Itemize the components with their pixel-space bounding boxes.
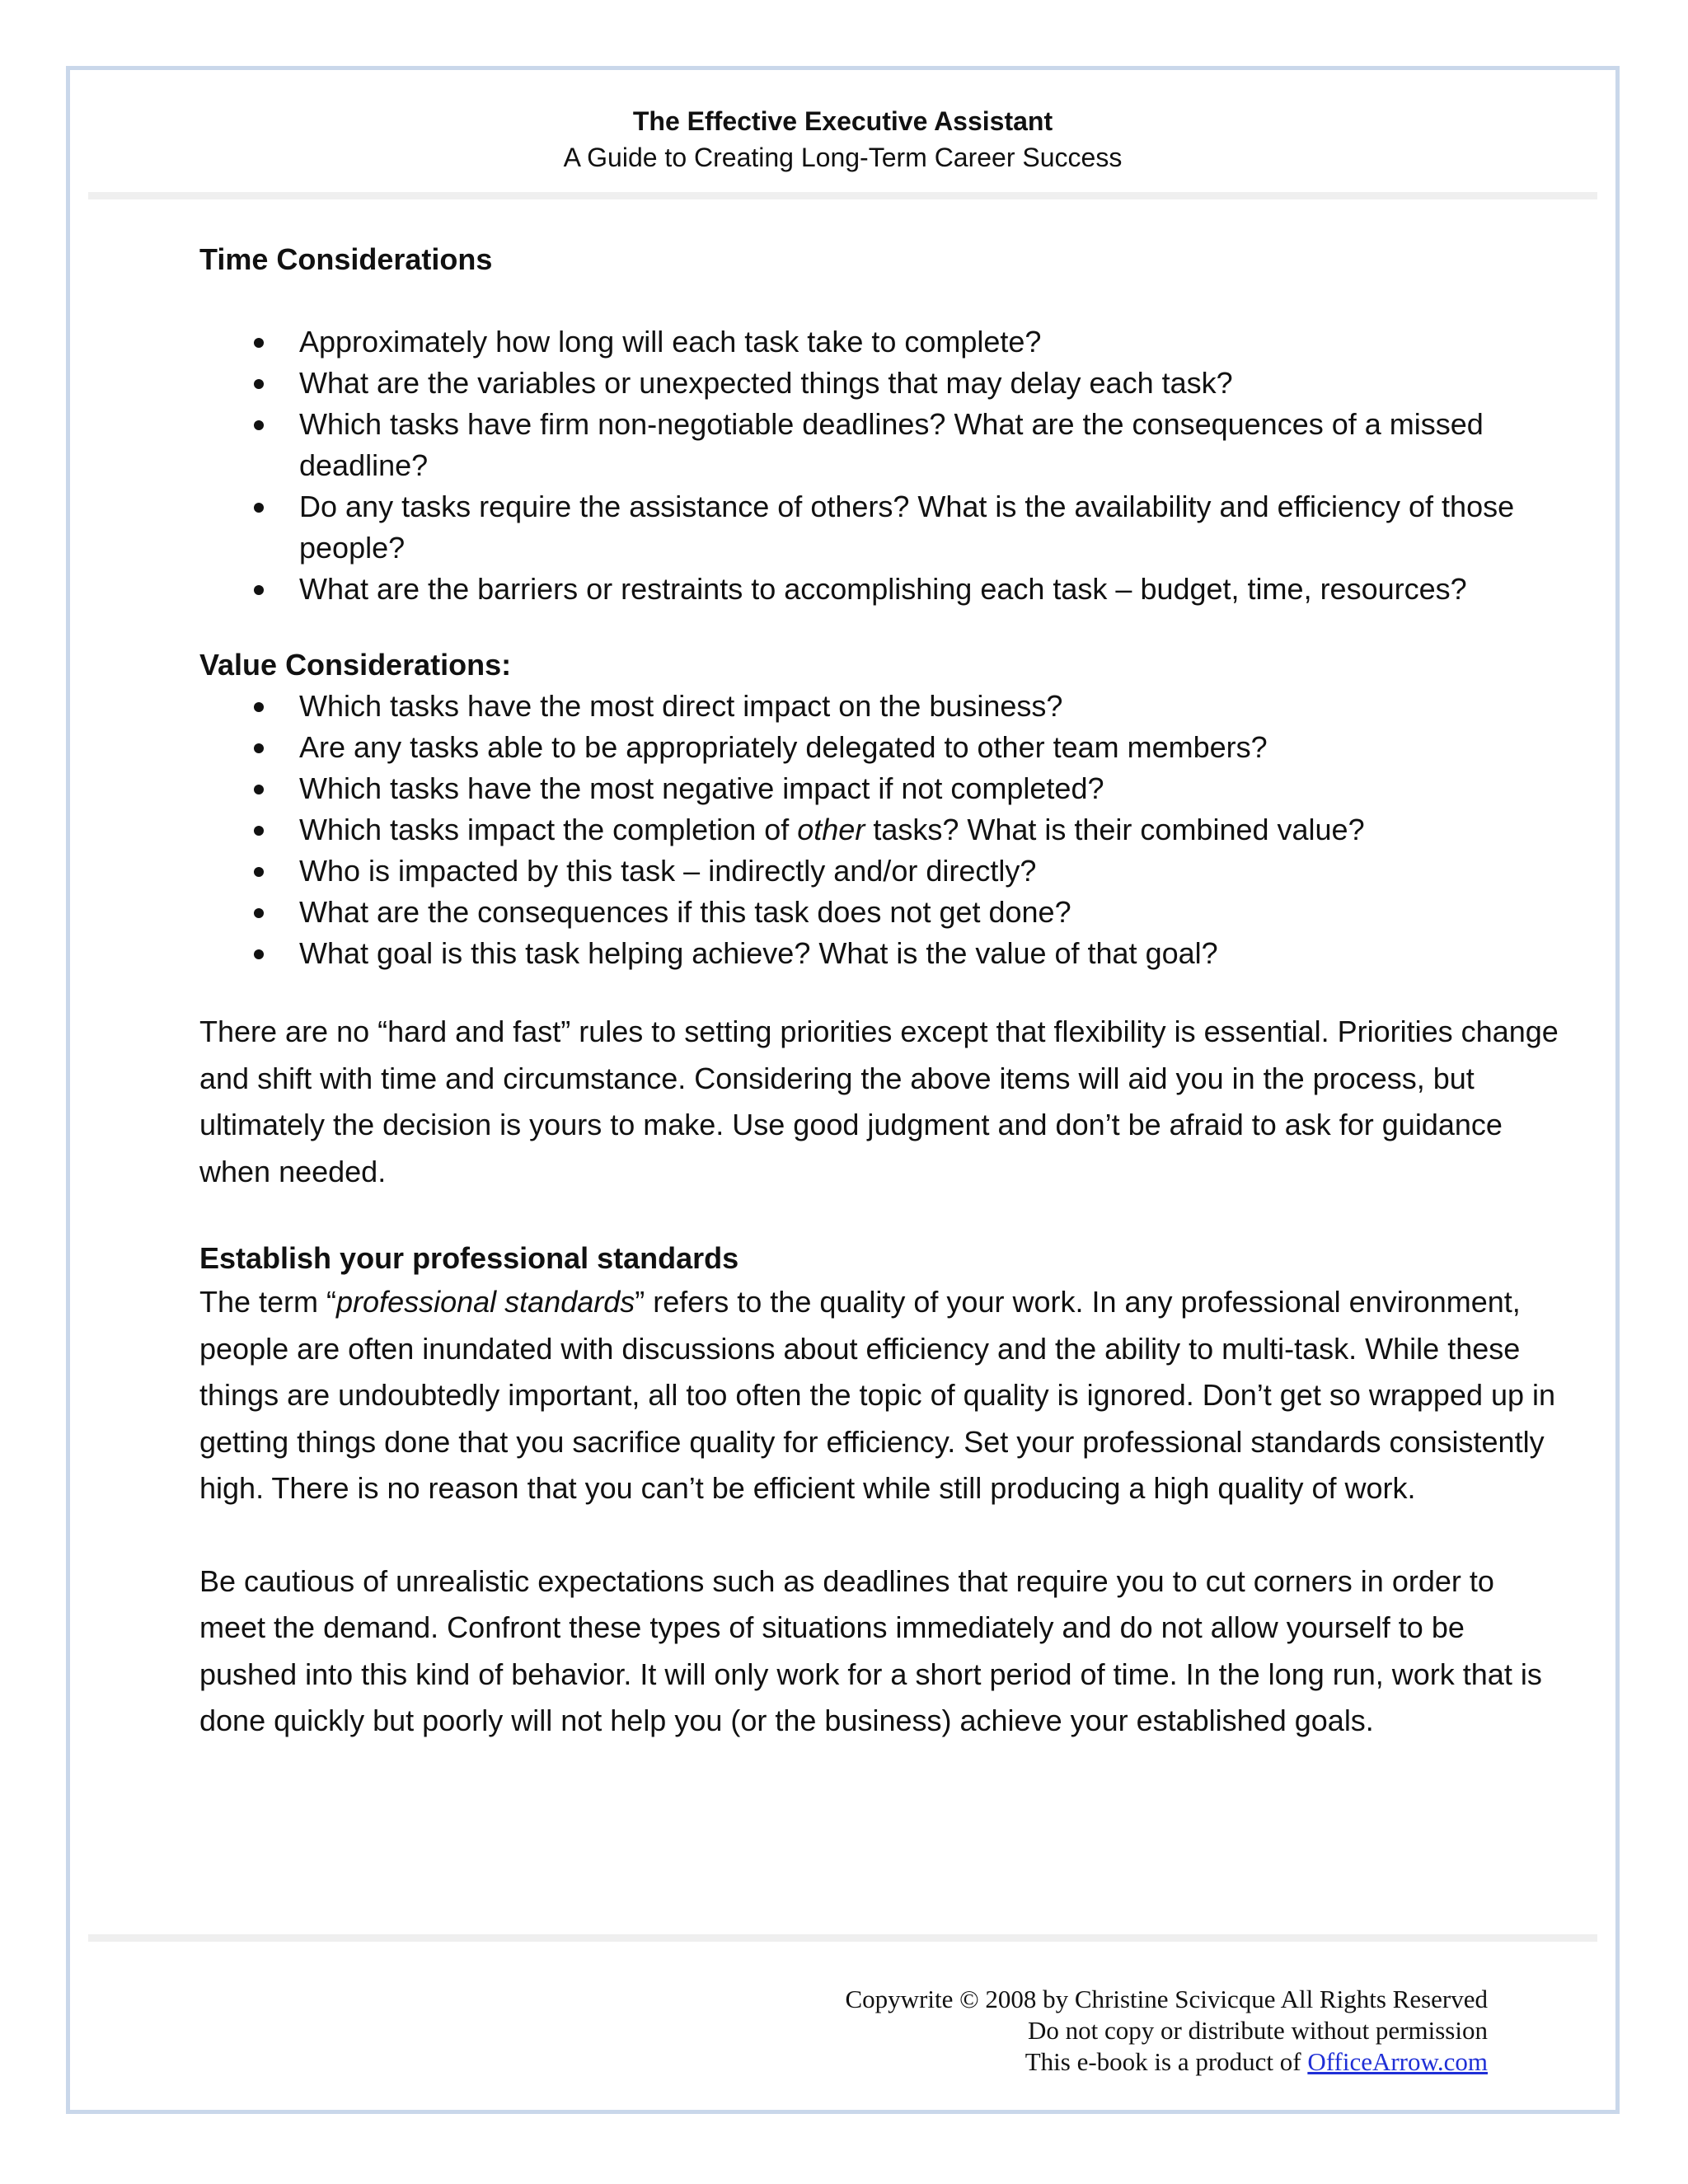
bullet-icon xyxy=(254,379,264,389)
list-item: Approximately how long will each task take to complete? xyxy=(199,321,1568,363)
list-item: What are the barriers or restraints to accomplishing each task – budget, time, resources? xyxy=(199,569,1568,610)
product-line: This e-book is a product of OfficeArrow.com xyxy=(1025,2047,1488,2076)
time-considerations-heading: Time Considerations xyxy=(199,242,493,276)
header-divider xyxy=(88,192,1597,199)
list-item: Which tasks have the most direct impact on the business? xyxy=(199,686,1568,727)
time-considerations-list xyxy=(199,321,1568,610)
list-item: Who is impacted by this task – indirectly and/or directly? xyxy=(199,851,1568,892)
value-considerations-list xyxy=(199,686,1568,974)
value-considerations-heading: Value Considerations: xyxy=(199,648,512,682)
list-item: What goal is this task helping achieve? What is the value of that goal? xyxy=(199,933,1568,974)
emphasis-other: other xyxy=(797,813,865,846)
bullet-icon xyxy=(254,585,264,595)
bullet-icon xyxy=(254,338,264,348)
list-item: What are the variables or unexpected things that may delay each task? xyxy=(199,363,1568,404)
list-item: Which tasks impact the completion of other tasks? What is their combined value? xyxy=(199,809,1568,851)
bullet-icon xyxy=(254,826,264,836)
officearrow-link[interactable]: OfficeArrow.com xyxy=(1307,2047,1488,2076)
permission-notice: Do not copy or distribute without permission xyxy=(1028,2016,1488,2045)
bullet-icon xyxy=(254,420,264,430)
page-frame xyxy=(66,66,1620,2114)
priorities-paragraph: There are no “hard and fast” rules to setting priorities except that flexibility is essential. Priorities change and shift with time and circumstance. Considering the above items will aid you in the process, but ultimately the decision is yours to make. Use good judgment and don’t be afraid to ask for guidance when needed. xyxy=(199,1015,1559,1188)
bullet-icon xyxy=(254,949,264,959)
list-item: What are the consequences if this task does not get done? xyxy=(199,892,1568,933)
copyright-line: Copywrite © 2008 by Christine Scivicque All Rights Reserved xyxy=(845,1985,1488,2013)
bullet-icon xyxy=(254,503,264,513)
list-item: Do any tasks require the assistance of others? What is the availability and efficiency of those people? xyxy=(199,486,1568,569)
bullet-icon xyxy=(254,867,264,877)
list-item: Are any tasks able to be appropriately delegated to other team members? xyxy=(199,727,1568,768)
list-item: Which tasks have firm non-negotiable deadlines? What are the consequences of a missed deadline? xyxy=(199,404,1568,486)
emphasis-professional-standards: professional standards xyxy=(336,1285,635,1319)
book-title: The Effective Executive Assistant xyxy=(632,106,1053,136)
page-content xyxy=(199,239,1568,1745)
bullet-icon xyxy=(254,743,264,753)
document-footer xyxy=(845,1984,1488,2078)
bullet-icon xyxy=(254,908,264,918)
professional-standards-paragraph: The term “professional standards” refers to the quality of your work. In any professional environment, people are often inundated with discussions about efficiency and the ability to multi-task. While these things are undoubtedly important, all too often the topic of quality is ignored. Don’t get so wrapped up in getting things done that you sacrifice quality for efficiency. Set your professional standards consistently high. There is no reason that you can’t be efficient while still producing a high quality of work. xyxy=(199,1285,1556,1505)
bullet-icon xyxy=(254,702,264,712)
bullet-icon xyxy=(254,785,264,794)
professional-standards-heading: Establish your professional standards xyxy=(199,1241,739,1275)
footer-divider xyxy=(88,1934,1597,1942)
list-item: Which tasks have the most negative impact if not completed? xyxy=(199,768,1568,809)
book-subtitle: A Guide to Creating Long-Term Career Success xyxy=(563,143,1123,172)
document-header xyxy=(70,103,1615,176)
unrealistic-expectations-paragraph: Be cautious of unrealistic expectations such as deadlines that require you to cut corners in order to meet the demand. Confront these types of situations immediately and do not allow yourself to be pushed into this kind of behavior. It will only work for a short period of time. In the long run, work that is done quickly but poorly will not help you (or the business) achieve your established goals. xyxy=(199,1563,1542,1737)
